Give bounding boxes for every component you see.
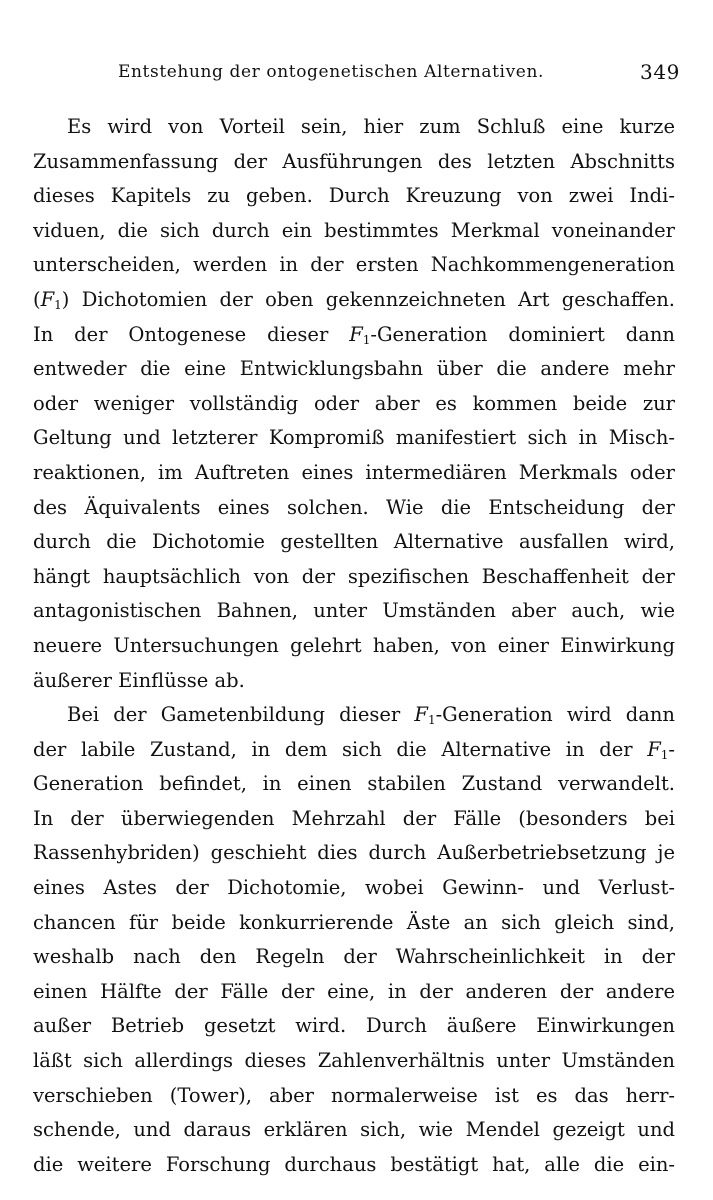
body-text	[33, 110, 675, 1182]
text-line: Es wird von Vorteil sein, hier zum Schluß eine kurze	[67, 115, 675, 138]
text-line: In der überwiegenden Mehrzahl der Fälle (besonders bei	[33, 806, 675, 830]
text-line: entweder die eine Entwicklungsbahn über die andere mehr	[33, 357, 675, 381]
text-line: des Äquivalents eines solchen. Wie die Entscheidung der	[33, 495, 675, 519]
text-line: oder weniger vollständig oder aber es kommen beide zur	[33, 391, 675, 415]
text-line: Zusammenfassung der Ausführungen des letzten Abschnitts	[33, 149, 675, 173]
text-line: durch die Dichotomie gestellten Alternative ausfallen wird,	[33, 530, 675, 554]
text-line: reaktionen, im Auftreten eines intermediären Merkmals oder	[33, 460, 675, 484]
text-line: Geltung und letzterer Kompromiß manifestiert sich in Misch-	[33, 426, 675, 450]
paragraph-2	[33, 698, 675, 1182]
text-line: neuere Untersuchungen gelehrt haben, von einer Einwirkung	[33, 633, 675, 657]
text-line: In der Ontogenese dieser $F_1$-Generation dominiert dann	[33, 322, 675, 347]
page-header	[118, 62, 684, 88]
text-line: die weitere Forschung durchaus bestätigt hat, alle die ein-	[33, 1152, 675, 1176]
text-line: verschieben (Tower), aber normalerweise ist es das herr-	[33, 1083, 675, 1107]
text-line: Bei der Gametenbildung dieser $F_1$-Generation wird dann	[67, 703, 675, 728]
text-line: viduen, die sich durch ein bestimmtes Merkmal voneinander	[33, 218, 675, 242]
text-line: außer Betrieb gesetzt wird. Durch äußere Einwirkungen	[33, 1014, 675, 1038]
text-line: dieses Kapitels zu geben. Durch Kreuzung von zwei Indi-	[33, 184, 675, 208]
text-line: unterscheiden, werden in der ersten Nachkommengeneration	[33, 253, 675, 277]
text-line: antagonistischen Bahnen, unter Umständen aber auch, wie	[33, 599, 675, 623]
text-line: läßt sich allerdings dieses Zahlenverhältnis unter Umständen	[33, 1049, 675, 1073]
page-number: 349	[640, 60, 680, 84]
text-line: schende, und daraus erklären sich, wie Mendel gezeigt und	[33, 1118, 675, 1142]
text-line: chancen für beide konkurrierende Äste an sich gleich sind,	[33, 910, 675, 934]
text-line: einen Hälfte der Fälle der eine, in der anderen der andere	[33, 979, 675, 1003]
text-line: eines Astes der Dichotomie, wobei Gewinn- und Verlust-	[33, 876, 675, 900]
paragraph-1	[33, 110, 675, 698]
text-line: der labile Zustand, in dem sich die Alternative in der $F_1-$	[33, 737, 675, 762]
text-line: Generation befindet, in einen stabilen Zustand verwandelt.	[33, 772, 675, 796]
text-line: Rassenhybriden) geschieht dies durch Außerbetriebsetzung je	[33, 841, 675, 865]
text-line: $(F_1)$ Dichotomien der oben gekennzeichneten Art geschaffen.	[33, 287, 675, 312]
text-line: hängt hauptsächlich von der spezifischen Beschaffenheit der	[33, 564, 675, 588]
text-line: äußerer Einflüsse ab.	[33, 668, 245, 692]
running-title: Entstehung der ontogenetischen Alternativen.	[118, 62, 544, 82]
text-line: weshalb nach den Regeln der Wahrscheinlichkeit in der	[33, 945, 675, 969]
